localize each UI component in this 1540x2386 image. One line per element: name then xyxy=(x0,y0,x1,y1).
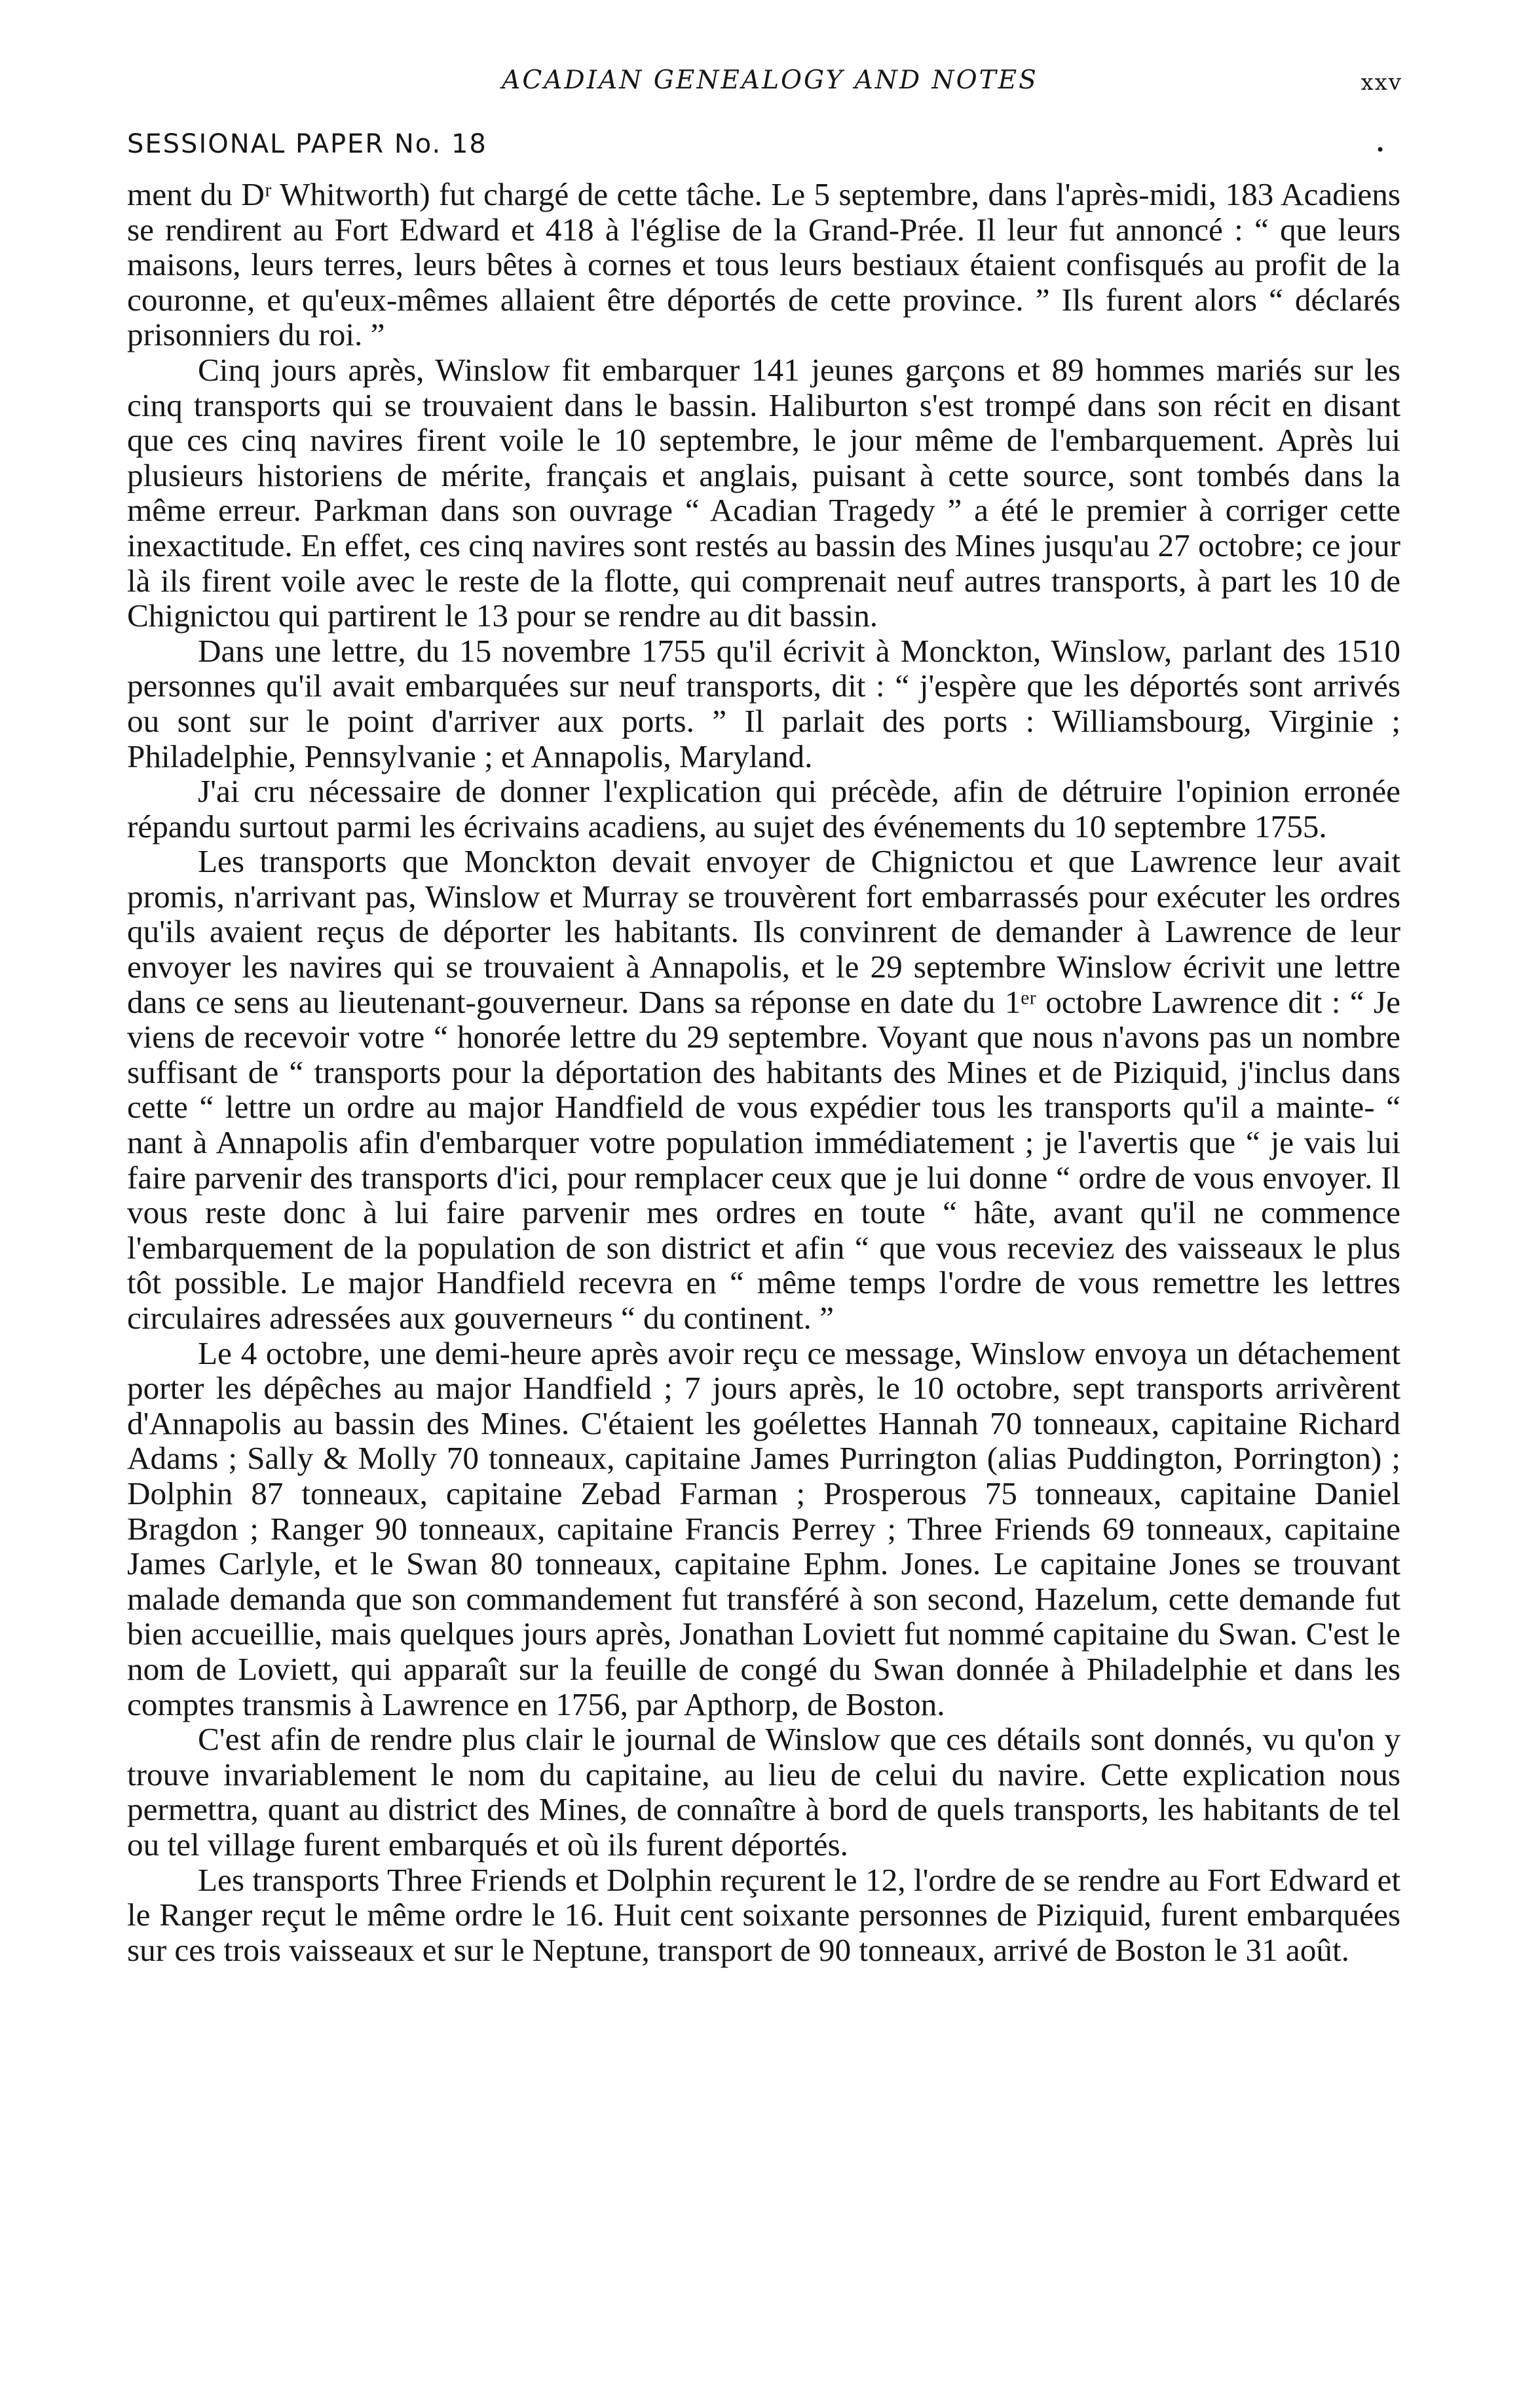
paragraph-5: Les transports que Monckton devait envoyer de Chignictou et que Lawrence leur avait promis, n'arrivant pas, Winslow et Murray se trouvèrent fort embarrassés pour exécuter les ordres qu'ils avaient reçus de déporter les habitants. Ils convinrent de demander à Lawrence de leur envoyer les navires qui se trouvaient à Annapolis, et le 29 septembre Winslow écrivit une lettre dans ce sens au lieutenant-gouverneur. Dans sa réponse en date du 1ᵉʳ octobre Lawrence dit : “ Je viens de recevoir votre “ honorée lettre du 29 septembre. Voyant que nous n'avons pas un nombre suffisant de “ transports pour la déportation des habitants des Mines et de Piziquid, j'inclus dans cette “ lettre un ordre au major Handfield de vous expédier tous les transports qu'il a mainte- “ nant à Annapolis afin d'embarquer votre population immédiatement ; je l'avertis que “ je vais lui faire parvenir des transports d'ici, pour remplacer ceux que je lui donne “ ordre de vous envoyer. Il vous reste donc à lui faire parvenir mes ordres en toute “ hâte, avant qu'il ne commence l'embarquement de la population de son district et afin “ que vous receviez des vaisseaux le plus tôt possible. Le major Handfield recevra en “ même temps l'ordre de vous remettre les lettres circulaires adressées aux gouverneurs “ du continent. ” xyxy=(127,843,1400,1336)
running-title: ACADIAN GENEALOGY AND NOTES xyxy=(502,66,1038,95)
page-number: xxv xyxy=(1361,69,1402,96)
sessional-paper-label: SESSIONAL PAPER No. 18 xyxy=(127,129,487,159)
body-text xyxy=(127,177,1400,1967)
paragraph-6: Le 4 octobre, une demi-heure après avoir reçu ce message, Winslow envoya un détachement porter les dépêches au major Handfield ; 7 jours après, le 10 octobre, sept transports arrivèrent d'Annapolis au bassin des Mines. C'étaient les goélettes Hannah 70 tonneaux, capitaine Richard Adams ; Sally & Molly 70 tonneaux, capitaine James Purrington (alias Puddington, Porrington) ; Dolphin 87 tonneaux, capitaine Zebad Farman ; Prosperous 75 tonneaux, capitaine Daniel Bragdon ; Ranger 90 tonneaux, capitaine Francis Perrey ; Three Friends 69 tonneaux, capitaine James Carlyle, et le Swan 80 tonneaux, capitaine Ephm. Jones. Le capitaine Jones se trouvant malade demanda que son commandement fut transféré à son second, Hazelum, cette demande fut bien accueillie, mais quelques jours après, Jonathan Loviett fut nommé capitaine du Swan. C'est le nom de Loviett, qui apparaît sur la feuille de congé du Swan donnée à Philadelphie et dans les comptes transmis à Lawrence en 1756, par Apthorp, de Boston. xyxy=(127,1335,1400,1722)
paragraph-4: J'ai cru nécessaire de donner l'explication qui précède, afin de détruire l'opinion erronée répandu surtout parmi les écrivains acadiens, au sujet des événements du 10 septembre 1755. xyxy=(127,773,1400,844)
paragraph-7: C'est afin de rendre plus clair le journal de Winslow que ces détails sont donnés, vu qu'on y trouve invariablement le nom du capitaine, au lieu de celui du navire. Cette explication nous permettra, quant au district des Mines, de connaître à bord de quels transports, les habitants de tel ou tel village furent embarqués et où ils furent déportés. xyxy=(127,1721,1400,1863)
paragraph-1: ment du Dʳ Whitworth) fut chargé de cette tâche. Le 5 septembre, dans l'après-midi, 183 Acadiens se rendirent au Fort Edward et 418 à l'église de la Grand-Prée. Il leur fut annoncé : “ que leurs maisons, leurs terres, leurs bêtes à cornes et tous leurs bestiaux étaient confisqués au profit de la couronne, et qu'eux-mêmes allaient être déportés de cette province. ” Ils furent alors “ déclarés prisonniers du roi. ” xyxy=(127,176,1400,353)
paragraph-2: Cinq jours après, Winslow fit embarquer 141 jeunes garçons et 89 hommes mariés sur les cinq transports qui se trouvaient dans le bassin. Haliburton s'est trompé dans son récit en disant que ces cinq navires firent voile le 10 septembre, le jour même de l'embarquement. Après lui plusieurs historiens de mérite, français et anglais, puisant à cette source, sont tombés dans la même erreur. Parkman dans son ouvrage “ Acadian Tragedy ” a été le premier à corriger cette inexactitude. En effet, ces cinq navires sont restés au bassin des Mines jusqu'au 27 octobre; ce jour là ils firent voile avec le reste de la flotte, qui comprenait neuf autres transports, à part les 10 de Chignictou qui partirent le 13 pour se rendre au dit bassin. xyxy=(127,351,1400,634)
paragraph-8: Les transports Three Friends et Dolphin reçurent le 12, l'ordre de se rendre au Fort Edward et le Ranger reçut le même ordre le 16. Huit cent soixante personnes de Piziquid, furent embarquées sur ces trois vaisseaux et sur le Neptune, transport de 90 tonneaux, arrivé de Boston le 31 août. xyxy=(127,1861,1400,1968)
paragraph-3: Dans une lettre, du 15 novembre 1755 qu'il écrivit à Monckton, Winslow, parlant des 1510 personnes qu'il avait embarquées sur neuf transports, dit : “ j'espère que les déportés sont arrivés ou sont sur le point d'arriver aux ports. ” Il parlait des ports : Williamsbourg, Virginie ; Philadelphie, Pennsylvanie ; et Annapolis, Maryland. xyxy=(127,632,1400,774)
running-head xyxy=(0,66,1540,105)
margin-mark: • xyxy=(1376,141,1385,159)
